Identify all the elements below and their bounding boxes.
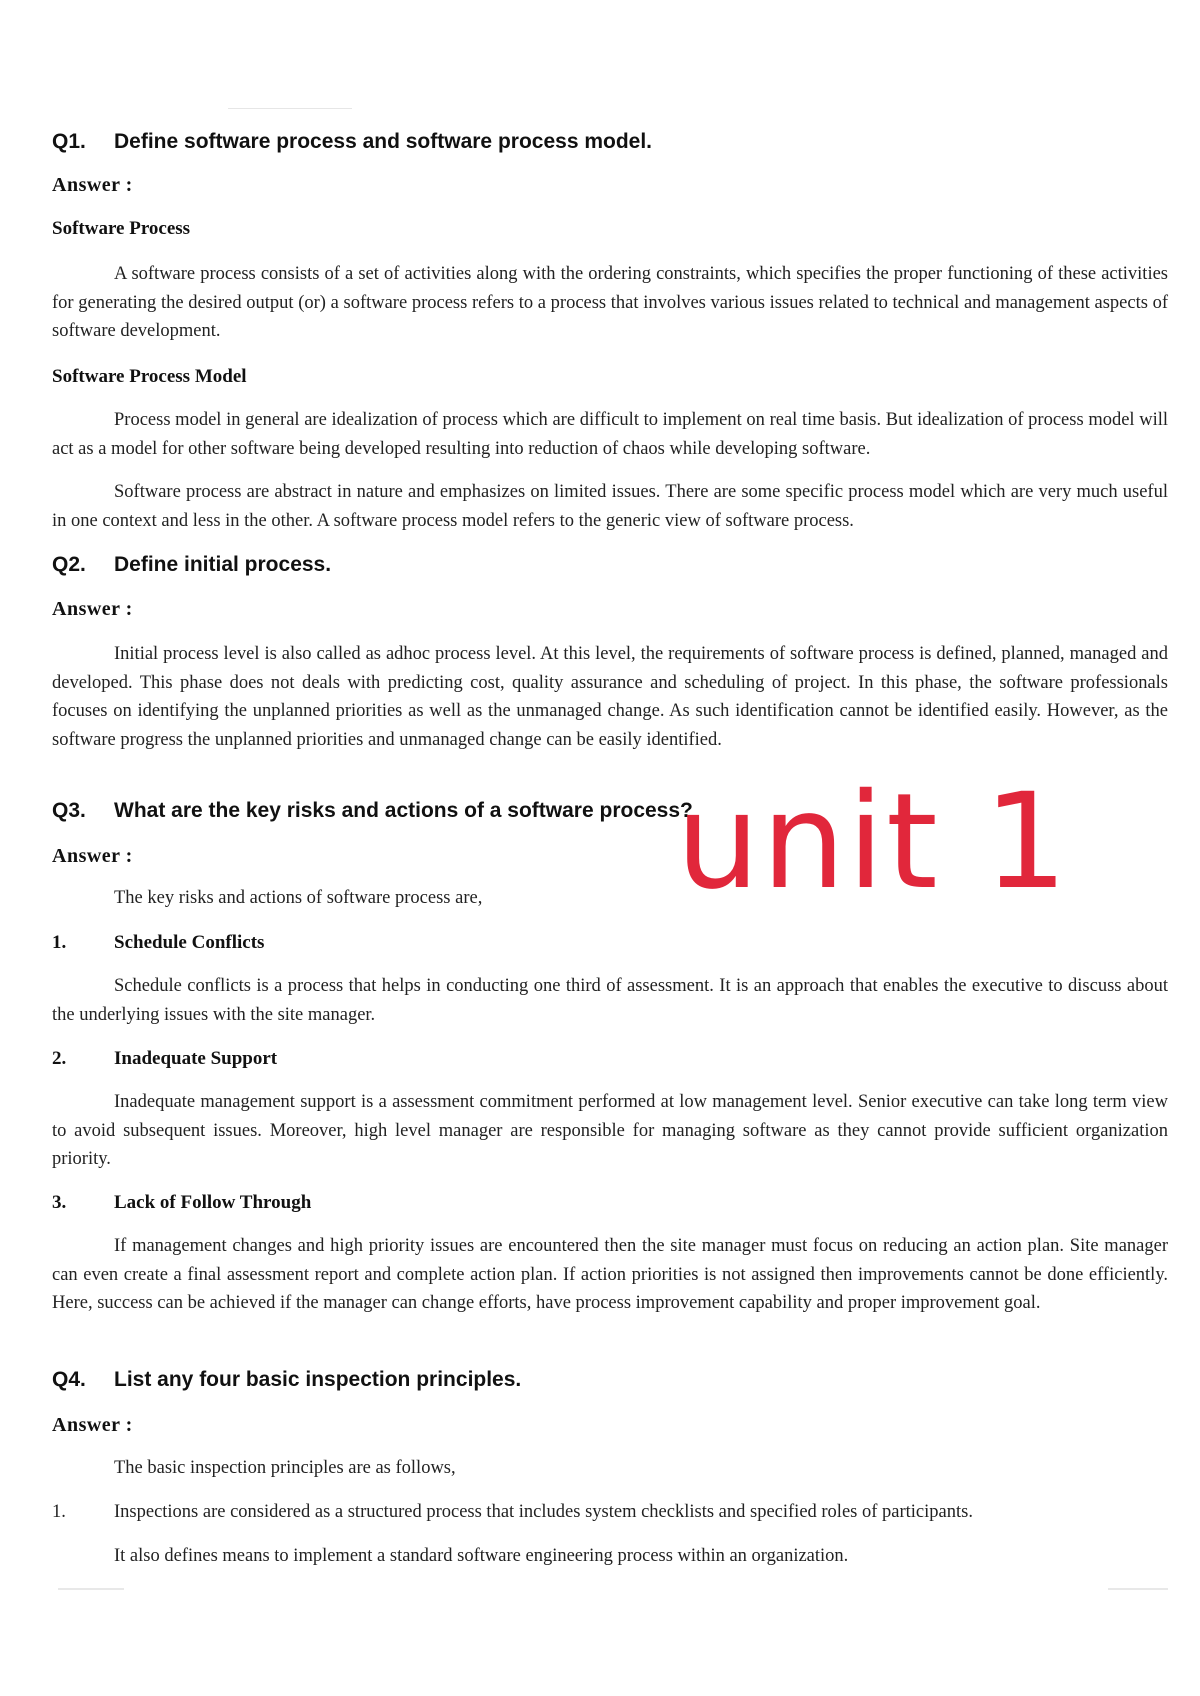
question-title: What are the key risks and actions of a software process? xyxy=(114,799,693,822)
paragraph: Process model in general are idealization of process which are difficult to implement on real time basis. But idealization of process model will act as a model for other software being developed resulting into reduction of chaos while developing software. xyxy=(52,410,1168,459)
item-number: 1. xyxy=(52,1502,66,1522)
answer-label: Answer : xyxy=(52,1414,133,1436)
list-item xyxy=(52,1502,973,1523)
intro-text: The key risks and actions of software process are, xyxy=(114,888,483,908)
question-number: Q3. xyxy=(52,799,86,822)
answer-label: Answer : xyxy=(52,174,133,196)
bottom-divider-left xyxy=(58,1588,124,1590)
question-2-heading xyxy=(52,553,331,577)
question-1-heading xyxy=(52,130,652,154)
question-title: Define initial process. xyxy=(114,553,332,576)
item-number: 2. xyxy=(52,1048,67,1069)
item-heading: Schedule Conflicts xyxy=(114,932,265,953)
answer-label: Answer : xyxy=(52,845,133,867)
paragraph: Schedule conflicts is a process that helps in conducting one third of assessment. It is an approach that enables the executive to discuss about the underlying issues with the site manager. xyxy=(52,976,1168,1025)
list-item-heading xyxy=(52,1048,277,1070)
item-continuation: It also defines means to implement a standard software engineering process within an organization. xyxy=(114,1546,849,1566)
paragraph: If management changes and high priority issues are encountered then the site manager must focus on reducing an action plan. Site manager can even create a final assessment report and complete action plan. If action priorities is not assigned then improvements cannot be done efficiently. Here, success can be achieved if the manager can change efforts, have process improvement capability and proper improvement goal. xyxy=(52,1236,1168,1313)
question-number: Q1. xyxy=(52,130,86,153)
intro-text: The basic inspection principles are as follows, xyxy=(114,1458,456,1478)
unit-annotation: unit 1 xyxy=(676,765,1070,919)
answer-label: Answer : xyxy=(52,598,133,620)
item-number: 3. xyxy=(52,1192,67,1213)
question-number: Q2. xyxy=(52,553,86,576)
bottom-divider-right xyxy=(1108,1588,1168,1590)
question-number: Q4. xyxy=(52,1368,86,1391)
question-title: List any four basic inspection principles. xyxy=(114,1368,522,1391)
question-title: Define software process and software process model. xyxy=(114,130,653,153)
subheading-software-process-model: Software Process Model xyxy=(52,366,247,387)
paragraph: Software process are abstract in nature and emphasizes on limited issues. There are some specific process model which are very much useful in one context and less in the other. A software process model refers to the generic view of software process. xyxy=(52,482,1168,531)
paragraph: Inadequate management support is a assessment commitment performed at low management level. Senior executive can take long term view to avoid subsequent issues. Moreover, high level manager are responsible for managing software as they cannot provide sufficient organization priority. xyxy=(52,1092,1168,1169)
top-divider xyxy=(228,108,352,109)
item-text: Inspections are considered as a structured process that includes system checklists and specified roles of participants. xyxy=(114,1502,973,1522)
subheading-software-process: Software Process xyxy=(52,218,191,239)
paragraph: Initial process level is also called as adhoc process level. At this level, the requirements of software process is defined, planned, managed and developed. This phase does not deals with predicting cost, quality assurance and scheduling of project. In this phase, the software professionals focuses on identifying the unplanned priorities as well as the unmanaged change. As such identification cannot be identified easily. However, as the software progress the unplanned priorities and unmanaged change can be easily identified. xyxy=(52,644,1168,750)
item-number: 1. xyxy=(52,932,67,953)
item-heading: Lack of Follow Through xyxy=(114,1192,312,1213)
question-4-heading xyxy=(52,1368,521,1392)
item-heading: Inadequate Support xyxy=(114,1048,278,1069)
paragraph: A software process consists of a set of activities along with the ordering constraints, which specifies the proper functioning of these activities for generating the desired output (or) a software process refers to a process that involves various issues related to technical and management aspects of software development. xyxy=(52,264,1168,341)
question-3-heading xyxy=(52,799,693,823)
list-item-heading xyxy=(52,1192,311,1214)
list-item-heading xyxy=(52,932,264,954)
